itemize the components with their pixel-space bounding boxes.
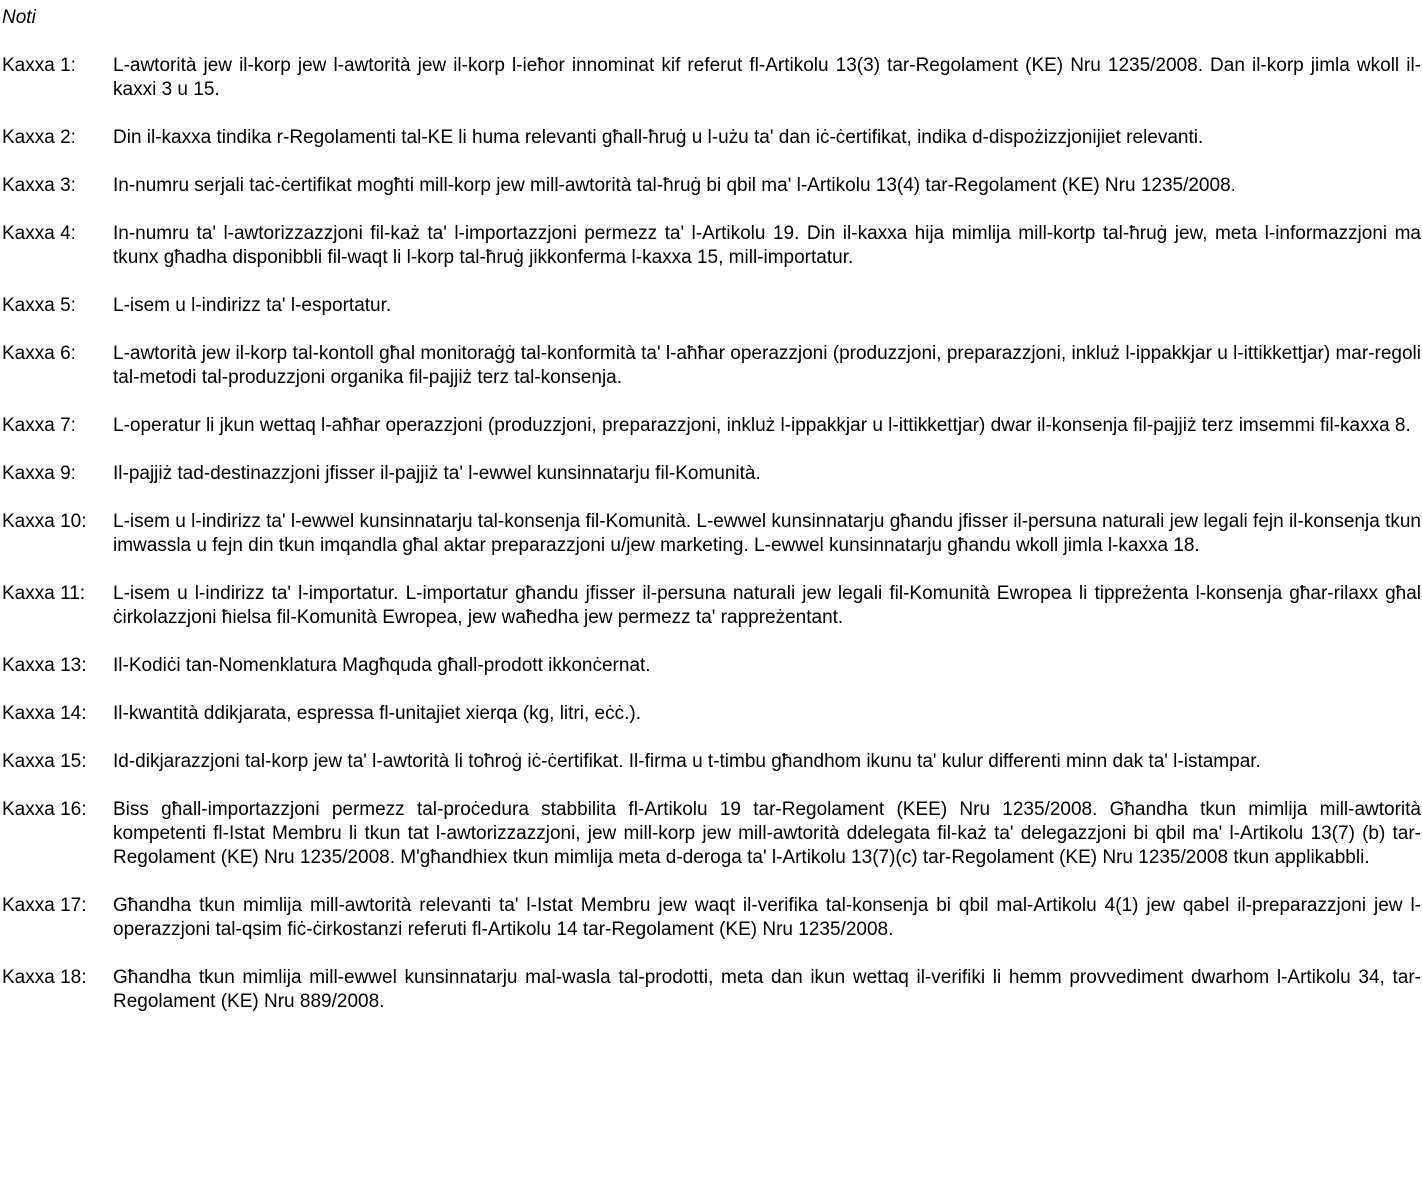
note-label: Kaxxa 9: [2, 463, 76, 484]
note-text: Biss għall-importazzjoni permezz tal-proċedura stabbilita fl-Artikolu 19 tar-Regolament (KEE) Nru 1235/2008. Għandha tkun mimlija mill-awtorità kompetenti fl-Istat Membru li tkun tat l-awtorizzazzjoni, jew mill-korp jew mill-awtorità ddelegata fil-każ ta' delegazzjoni bi qbil ma' l-Artikolu 13(7) (b) tar-Regolament (KE) Nru 1235/2008. M'għandhiex tkun mimlija meta d-deroga ta' l-Artikolu 13(7)(c) tar-Regolament (KE) Nru 1235/2008 tkun applikabbli. [113, 799, 1421, 868]
note-text: In-numru serjali taċ-ċertifikat mogħti mill-korp jew mill-awtorità tal-ħruġ bi qbil ma' l-Artikolu 13(4) tar-Regolament (KE) Nru 1235/2008. [113, 175, 1236, 196]
note-label: Kaxxa 18: [2, 967, 87, 988]
note-box-16 [2, 798, 1421, 870]
note-label: Kaxxa 1: [2, 55, 76, 76]
note-label: Kaxxa 3: [2, 175, 76, 196]
note-label: Kaxxa 11: [2, 583, 86, 604]
note-text: Il-kwantità ddikjarata, espressa fl-unitajiet xierqa (kg, litri, eċċ.). [113, 703, 641, 724]
note-label: Kaxxa 2: [2, 127, 76, 148]
note-text: Id-dikjarazzjoni tal-korp jew ta' l-awtorità li toħroġ iċ-ċertifikat. Il-firma u t-timbu għandhom ikunu ta' kulur differenti minn dak ta' l-istampar. [113, 751, 1261, 772]
note-text: Il-Kodiċi tan-Nomenklatura Magħquda għall-prodott ikkonċernat. [113, 655, 651, 676]
note-box-7 [2, 414, 1421, 438]
note-label: Kaxxa 15: [2, 751, 87, 772]
note-box-17 [2, 894, 1421, 942]
note-text: L-isem u l-indirizz ta' l-esportatur. [113, 295, 392, 316]
note-label: Kaxxa 7: [2, 415, 76, 436]
note-text: L-awtorità jew il-korp jew l-awtorità jew il-korp l-ieħor innominat kif referut fl-Artikolu 13(3) tar-Regolament (KE) Nru 1235/2008. Dan il-korp jimla wkoll il-kaxxi 3 u 15. [113, 55, 1421, 100]
note-box-3 [2, 174, 1421, 198]
note-label: Kaxxa 17: [2, 895, 87, 916]
note-box-10 [2, 510, 1421, 558]
note-text: L-operatur li jkun wettaq l-aħħar operazzjoni (produzzjoni, preparazzjoni, inkluż l-ippakkjar u l-ittikkettjar) dwar il-konsenja fil-pajjiż terz imsemmi fil-kaxxa 8. [113, 415, 1411, 436]
note-box-2 [2, 126, 1421, 150]
document-page [2, 6, 1421, 1038]
note-text: L-isem u l-indirizz ta' l-ewwel kunsinnatarju tal-konsenja fil-Komunità. L-ewwel kunsinnatarju għandu jfisser il-persuna naturali jew legali fejn il-konsenja tkun imwassla u fejn din tkun imqandla għal aktar preparazzjoni u/jew marketing. L-ewwel kunsinnatarju għandu wkoll jimla l-kaxxa 18. [113, 511, 1421, 556]
note-text: Il-pajjiż tad-destinazzjoni jfisser il-pajjiż ta' l-ewwel kunsinnatarju fil-Komunità. [113, 463, 761, 484]
note-box-11 [2, 582, 1421, 630]
note-label: Kaxxa 14: [2, 703, 87, 724]
note-label: Kaxxa 13: [2, 655, 87, 676]
note-box-13 [2, 654, 1421, 678]
note-label: Kaxxa 5: [2, 295, 76, 316]
note-label: Kaxxa 6: [2, 343, 76, 364]
note-label: Kaxxa 10: [2, 511, 87, 532]
note-text: Din il-kaxxa tindika r-Regolamenti tal-KE li huma relevanti għall-ħruġ u l-użu ta' dan iċ-ċertifikat, indika d-dispożizzjonijiet relevanti. [113, 127, 1204, 148]
note-box-18 [2, 966, 1421, 1014]
note-box-15 [2, 750, 1421, 774]
note-box-4 [2, 222, 1421, 270]
note-box-5 [2, 294, 1421, 318]
note-label: Kaxxa 16: [2, 799, 87, 820]
note-box-1 [2, 54, 1421, 102]
note-label: Kaxxa 4: [2, 223, 76, 244]
note-box-6 [2, 342, 1421, 390]
note-text: L-awtorità jew il-korp tal-kontoll għal monitoraġġ tal-konformità ta' l-aħħar operazzjoni (produzzjoni, preparazzjoni, inkluż l-ippakkjar u l-ittikkettjar) mar-regoli tal-metodi tal-produzzjoni organika fil-pajjiż terz tal-konsenja. [113, 343, 1421, 388]
note-box-14 [2, 702, 1421, 726]
note-text: In-numru ta' l-awtorizzazzjoni fil-każ ta' l-importazzjoni permezz ta' l-Artikolu 19. Din il-kaxxa hija mimlija mill-kortp tal-ħruġ jew, meta l-informazzjoni ma tkunx għadha disponibbli fil-waqt li l-korp tal-ħruġ jikkonferma l-kaxxa 15, mill-importatur. [113, 223, 1421, 268]
note-text: Għandha tkun mimlija mill-awtorità relevanti ta' l-Istat Membru jew waqt il-verifika tal-konsenja bi qbil mal-Artikolu 4(1) jew qabel il-preparazzjoni jew l-operazzjoni tal-qsim fiċ-ċirkostanzi referuti fl-Artikolu 14 tar-Regolament (KE) Nru 1235/2008. [113, 895, 1421, 940]
note-box-9 [2, 462, 1421, 486]
notes-heading: Noti [2, 7, 36, 28]
notes-list [2, 54, 1421, 1014]
note-text: Għandha tkun mimlija mill-ewwel kunsinnatarju mal-wasla tal-prodotti, meta dan ikun wettaq il-verifiki li hemm provvediment dwarhom l-Artikolu 34, tar-Regolament (KE) Nru 889/2008. [113, 967, 1421, 1012]
note-text: L-isem u l-indirizz ta' l-importatur. L-importatur għandu jfisser il-persuna naturali jew legali fil-Komunità Ewropea li tippreżenta l-konsenja għar-rilaxx għal ċirkolazzjoni ħielsa fil-Komunità Ewropea, jew waħedha jew permezz ta' rappreżentant. [113, 583, 1421, 628]
